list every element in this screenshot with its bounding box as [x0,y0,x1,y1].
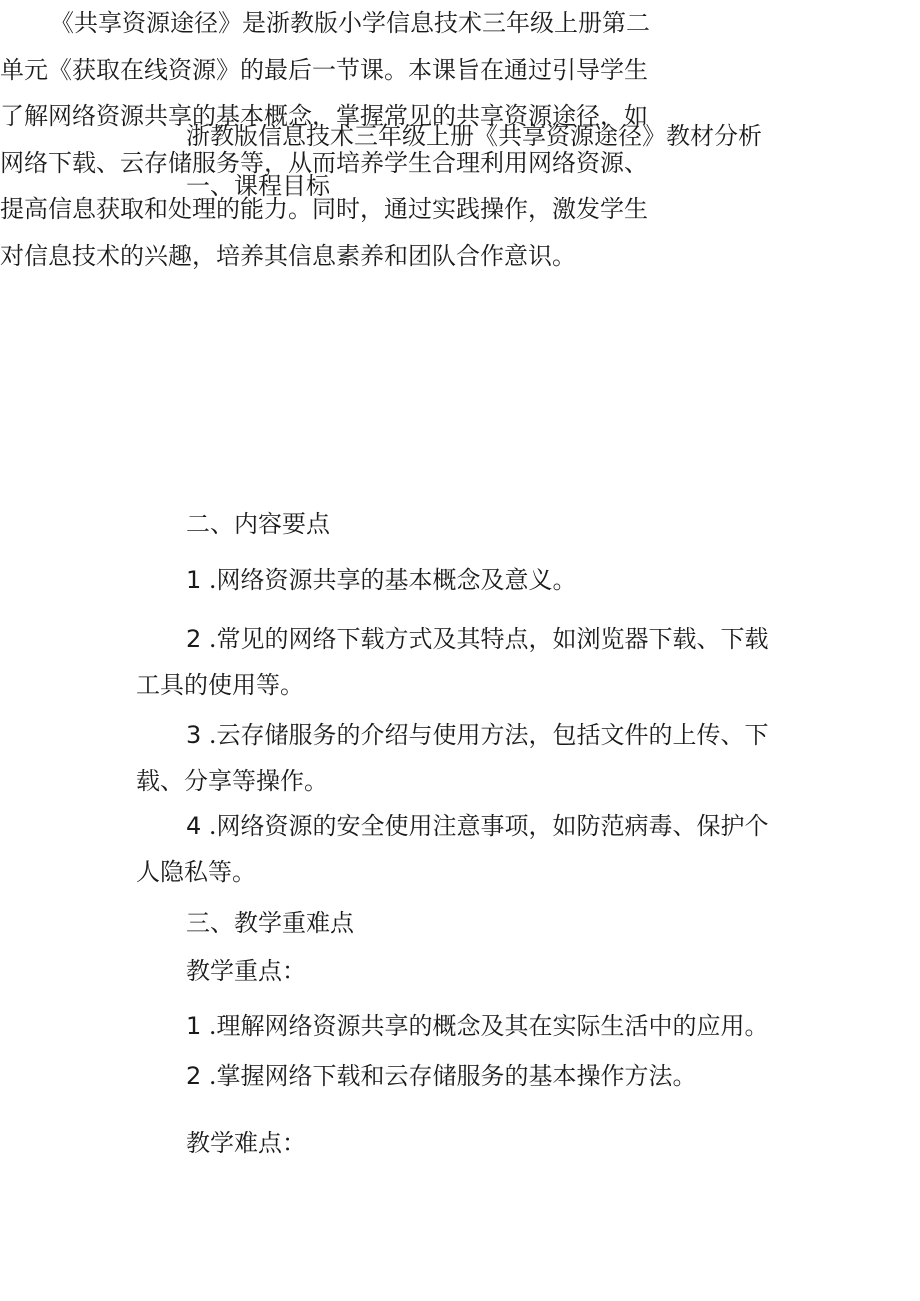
content-item-3-text: .云存储服务的介绍与使用方法，包括文件的上传、下载、分享等操作。 [136,721,769,795]
key-point-item-2-number: 2 [186,1062,202,1090]
difficulty-label: 教学难点： [186,1129,306,1157]
content-item-1 [136,557,791,603]
section-1-heading: 一、课程目标 [186,172,330,200]
document-title: 浙教版信息技术三年级上册《共享资源途径》教材分析 [186,122,762,150]
key-point-item-2 [136,1053,791,1099]
content-item-4-number: 4 [186,812,202,840]
key-point-item-2-text: .掌握网络下载和云存储服务的基本操作方法。 [208,1062,697,1090]
key-point-item-1-text: .理解网络资源共享的概念及其在实际生活中的应用。 [208,1012,769,1040]
content-item-2-number: 2 [186,625,202,653]
section-1-paragraph-text: 《共享资源途径》是浙教版小学信息技术三年级上册第二单元《获取在线资源》的最后一节课。本课旨在通过引导学生了解网络资源共享的基本概念，掌握常见的共享资源途径，如网络下载、云存储服务等，从而培养学生合理利用网络资源、提高信息获取和处理的能力。同时，通过实践操作，激发学生对信息技术的兴趣，培养其信息素养和团队合作意识。 [0,9,650,270]
content-item-1-number: 1 [186,566,202,594]
key-points-label: 教学重点： [186,957,306,985]
content-item-2 [136,616,791,708]
content-item-4 [136,803,791,895]
key-point-item-1 [136,1003,791,1049]
key-point-item-1-number: 1 [186,1012,202,1040]
section-2-heading: 二、内容要点 [186,510,330,538]
content-item-1-text: .网络资源共享的基本概念及意义。 [208,566,577,594]
section-3-heading: 三、教学重难点 [186,909,354,937]
content-item-4-text: .网络资源的安全使用注意事项，如防范病毒、保护个人隐私等。 [136,812,769,886]
content-item-3 [136,712,791,804]
content-item-3-number: 3 [186,721,202,749]
content-item-2-text: .常见的网络下载方式及其特点，如浏览器下载、下载工具的使用等。 [136,625,769,699]
